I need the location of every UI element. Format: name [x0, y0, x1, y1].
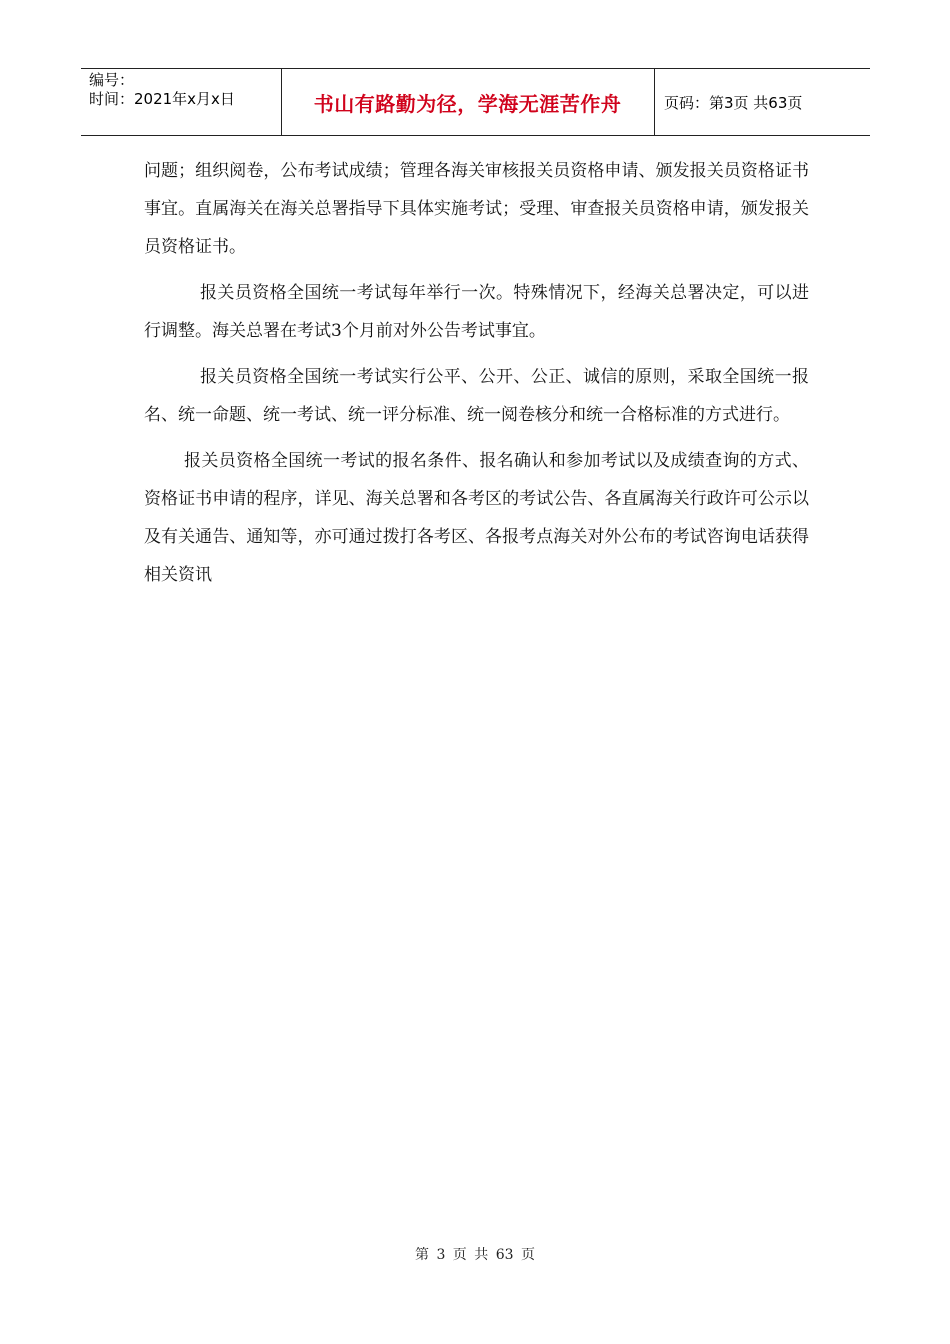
code-label: 编号：	[89, 71, 135, 89]
header-page-info: 页码：第3页 共63页	[664, 93, 803, 112]
paragraph: 报关员资格全国统一考试每年举行一次。特殊情况下，经海关总署决定，可以进行调整。海关总署在考试3个月前对外公告考试事宜。	[144, 283, 809, 341]
paragraph: 报关员资格全国统一考试实行公平、公开、公正、诚信的原则，采取全国统一报名、统一命题、统一考试、统一评分标准、统一阅卷核分和统一合格标准的方式进行。	[144, 367, 809, 425]
date-label: 时间：2021年x月x日	[89, 90, 235, 108]
header-meta	[89, 71, 235, 109]
header-slogan: 书山有路勤为径，学海无涯苦作舟	[313, 91, 622, 116]
paragraph: 问题；组织阅卷，公布考试成绩；管理各海关审核报关员资格申请、颁发报关员资格证书事宜。直属海关在海关总署指导下具体实施考试；受理、审查报关员资格申请，颁发报关员资格证书。	[144, 161, 809, 257]
document-body	[144, 152, 809, 602]
page-footer: 第 3 页 共 63 页	[415, 1247, 535, 1263]
page-header	[81, 68, 870, 136]
paragraph: 报关员资格全国统一考试的报名条件、报名确认和参加考试以及成绩查询的方式、资格证书申请的程序，详见、海关总署和各考区的考试公告、各直属海关行政许可公示以及有关通告、通知等，亦可通过拨打各考区、各报考点海关对外公布的考试咨询电话获得相关资讯	[144, 451, 809, 585]
header-divider	[654, 69, 655, 135]
